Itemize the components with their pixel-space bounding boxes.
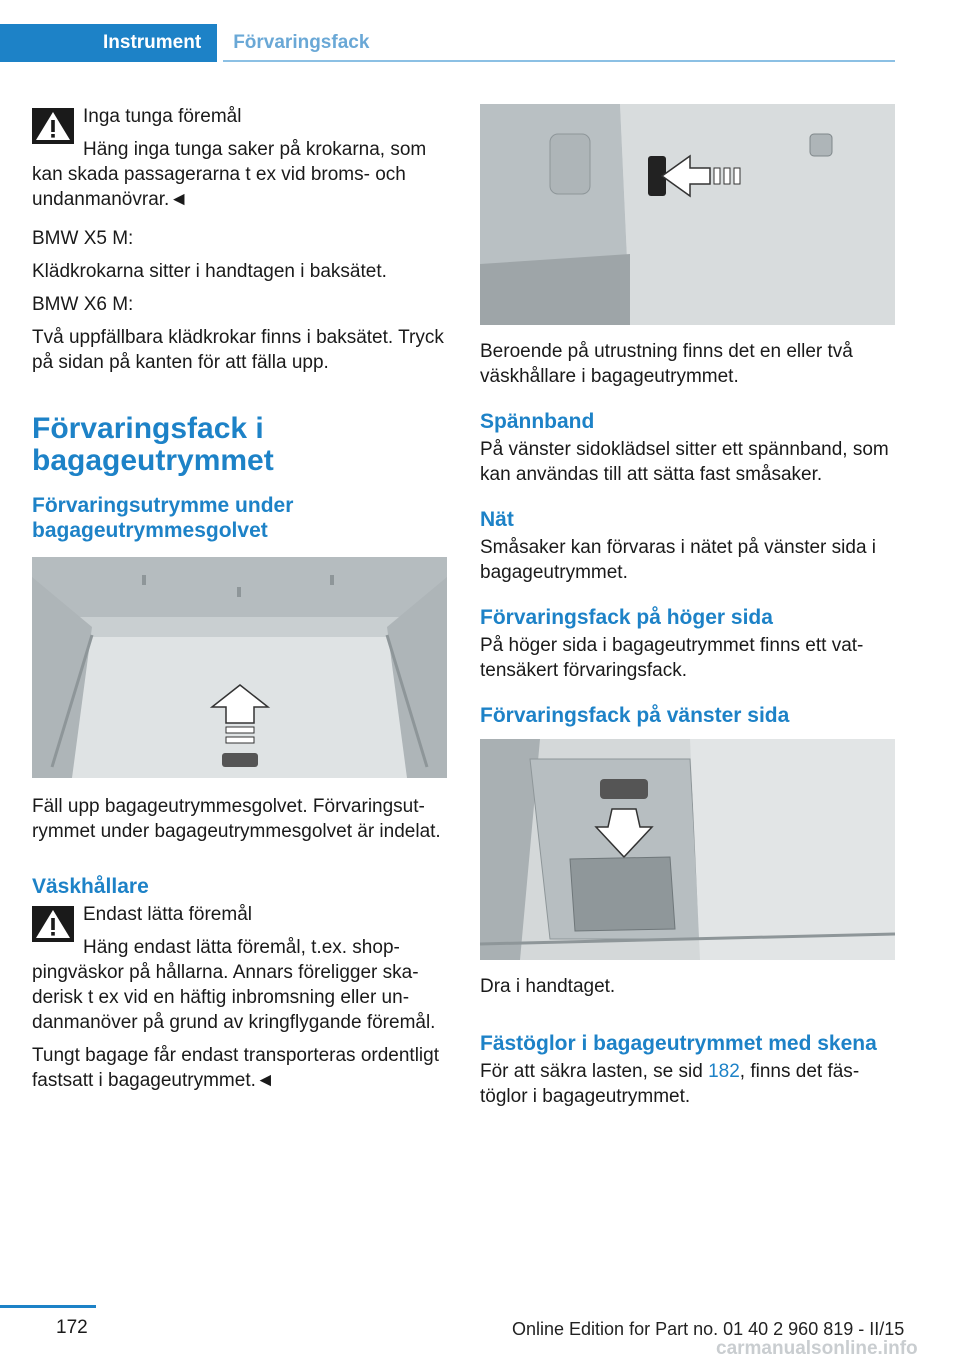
x5-text: Klädkrokarna sitter i handtagen i baksätet. — [32, 261, 387, 282]
trunk-floor-image — [32, 557, 447, 778]
watermark: carmanualsonline.info — [716, 1338, 918, 1359]
strap-text: På vänster sidoklädsel sitter ett spännband, som kan användas till att sätta fast småsaker. — [480, 439, 889, 485]
page-number: 172 — [56, 1317, 88, 1338]
warning-text: Häng inga tunga saker på krokarna, som kan skada passagerarna t ex vid broms- och undanmanövrar.◄ — [32, 139, 427, 210]
tab-instrument[interactable]: Instrument — [0, 24, 217, 62]
heavy-luggage-text: Tungt bagage får endast transporteras ordentligt fastsatt i bagageutrymmet.◄ — [32, 1045, 439, 1091]
warning-heavy-objects — [32, 104, 447, 212]
warning-title: Inga tunga föremål — [83, 106, 242, 127]
figure-caption-floor: Fäll upp bagageutrymmesgolvet. Förvaringsutrymmet under bagageutrymmesgolvet är indelat. — [32, 796, 441, 842]
eyelet-text: För att säkra lasten, se sid 182, finns det fästöglor i bagageutrymmet. — [480, 1061, 860, 1107]
figure-caption-pull-handle: Dra i handtaget. — [480, 976, 616, 997]
net-heading: Nät — [480, 508, 514, 531]
edition-info: Online Edition for Part no. 01 40 2 960 819 - II/15 — [512, 1319, 905, 1339]
left-compartment-heading: Förvaringsfack på vänster sida — [480, 704, 790, 727]
warning-light-objects — [32, 902, 447, 1035]
figure-caption-bag-holder: Beroende på utrustning finns det en eller två väskhållare i bagageutrymmet. — [480, 341, 853, 387]
bag-holder-heading: Väskhållare — [32, 875, 149, 898]
warning-triangle-icon — [32, 906, 74, 942]
eyelet-heading: Fästöglor i bagageutrymmet med skena — [480, 1032, 877, 1055]
strap-heading: Spännband — [480, 410, 595, 433]
warning-title: Endast lätta föremål — [83, 904, 252, 925]
tab-forvaringsfack[interactable]: Förvaringsfack — [233, 32, 370, 53]
right-compartment-heading: Förvaringsfack på höger sida — [480, 606, 773, 629]
right-compartment-text: På höger sida i bagageutrymmet finns ett vattensäkert förvaringsfack. — [480, 635, 864, 681]
warning-triangle-icon — [32, 108, 74, 144]
subsection-title: Förvaringsutrymme under bagageutrymmesgolvet — [32, 494, 294, 542]
left-compartment-image — [480, 739, 895, 960]
right-column — [480, 104, 895, 1109]
left-column — [32, 104, 447, 1093]
header-tabs — [0, 24, 385, 62]
warning-text: Häng endast lätta föremål, t.ex. shoppingväskor på hållarna. Annars föreligger skaderisk t ex vid en häftig inbromsning eller undanmanöver på grund av kringflygande föremål. — [32, 937, 436, 1033]
page-link-182[interactable]: 182 — [708, 1061, 740, 1082]
header-rule — [223, 60, 895, 62]
net-text: Småsaker kan förvaras i nätet på vänster sida i bagageutrymmet. — [480, 537, 877, 583]
section-title: Förvaringsfack i bagageutrymmet — [32, 412, 274, 477]
bag-hook-image — [480, 104, 895, 325]
x6-label: BMW X6 M: — [32, 294, 134, 315]
x6-text: Två uppfällbara klädkrokar finns i baksätet. Tryck på sidan på kanten för att fälla upp. — [32, 327, 444, 373]
footer-rule — [0, 1305, 96, 1308]
x5-label: BMW X5 M: — [32, 228, 134, 249]
